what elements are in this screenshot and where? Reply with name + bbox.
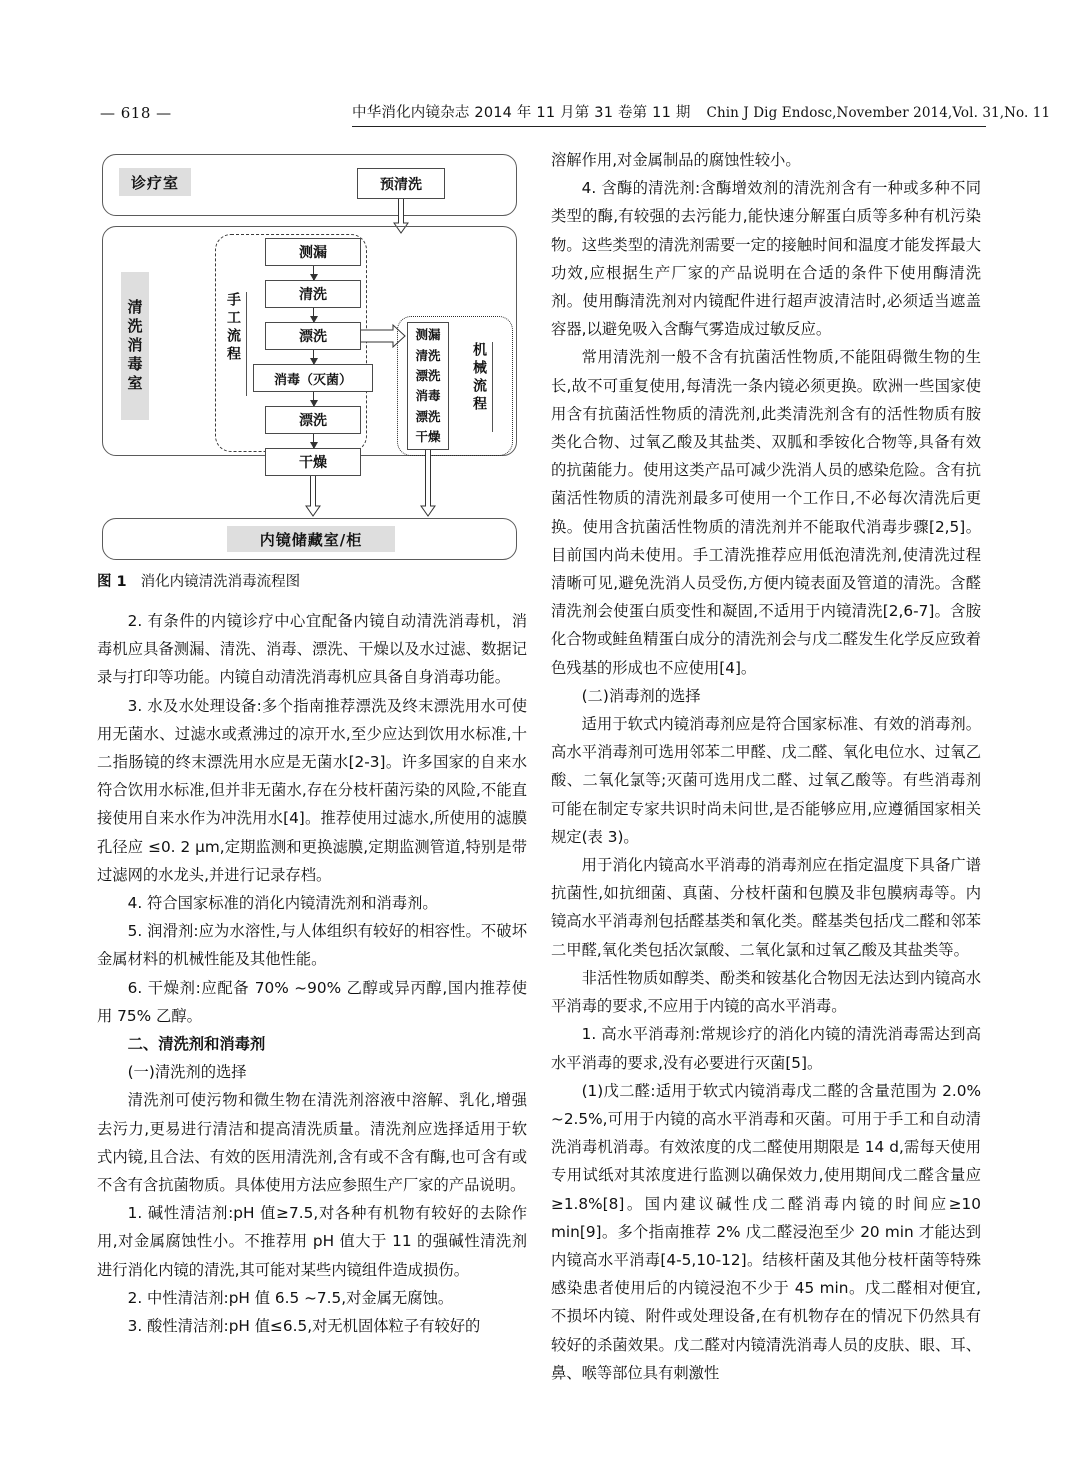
right-column [551,146,981,1387]
right-para-7: 1. 高水平消毒剂:常规诊疗的消化内镜的清洗消毒需达到高水平消毒的要求,没有必要进行灭菌[5]。 [551,1025,981,1072]
process-box-manual-clean: 清洗 [265,280,361,308]
mechanical-step-disinfect: 消毒 [415,388,441,404]
right-para-6: 非活性物质如醇类、酚类和铵基化合物因无法达到内镜高水平消毒的要求,不应用于内镜的高水平消毒。 [551,968,981,1016]
mechanical-steps-list [407,322,449,450]
right-para-4: 适用于软式内镜消毒剂应是符合国家标准、有效的消毒剂。高水平消毒剂可选用邻苯二甲醛、戊二醛、氧化电位水、过氧乙酸、二氧化氯等;灭菌可选用戊二醛、过氧乙酸等。有些消毒剂可能在制定专家共识时尚未问世,是否能够应用,应遵循国家相关规定(表 3)。 [551,715,981,846]
arrow-mechanical-to-storage [420,450,436,518]
mechanical-step-clean: 清洗 [415,347,441,363]
arrow-manual-3 [313,350,314,364]
arrow-manual-to-storage [305,476,321,518]
left-para-3: 4. 符合国家标准的消化内镜清洗剂和消毒剂。 [127,894,438,913]
mechanical-flow-label: 机械流程 [469,342,493,432]
arrow-manual-4 [313,392,314,406]
left-heading-subsection-1: (一)清洗剂的选择 [127,1063,247,1082]
running-head-english: Chin J Dig Endosc,November 2014,Vol. 31,No. 11 [706,105,1051,121]
page-folio: — 618 — [100,104,172,122]
figure-1-caption [97,570,527,591]
arrow-manual-2 [313,308,314,322]
right-para-1: 溶解作用,对金属制品的腐蚀性较小。 [551,151,801,169]
left-para-1: 2. 有条件的内镜诊疗中心宜配备内镜自动清洗消毒机，消毒机应具备测漏、清洗、消毒、漂洗、干燥以及水过滤、数据记录与打印等功能。内镜自动清洗消毒机应具备自身消毒功能。 [97,612,527,687]
right-para-2: 4. 含酶的清洗剂:含酶增效剂的清洗剂含有一种或多种不同类型的酶,有较强的去污能力,能快速分解蛋白质等多种有机污染物。这些类型的清洗剂需要一定的接触时间和温度才能发挥最大功效,应根据生产厂家的产品说明在合适的条件下使用酶清洗剂。使用酶清洗剂对内镜配件进行超声波清洁时,必须适当遮盖容器,以避免吸入含酶气雾造成过敏反应。 [551,179,981,339]
room-storage-label: 内镜储藏室/柜 [227,526,395,552]
arrow-manual-1 [313,266,314,280]
right-para-5: 用于消化内镜高水平消毒的消毒剂应在指定温度下具备广谱抗菌性,如抗细菌、真菌、分枝杆菌和包膜及非包膜病毒等。内镜高水平消毒剂包括醛基类和氧化类。醛基类包括戊二醛和邻苯二甲醛,氧化类包括次氯酸、二氧化氯和过氧乙酸及其盐类等。 [551,856,981,959]
room-reprocessing-label: 清洗消毒室 [121,272,149,420]
page-header [0,100,1080,134]
left-heading-section-2: 二、清洗剂和消毒剂 [127,1035,266,1054]
figure-1-title: 消化内镜清洗消毒流程图 [140,574,301,590]
left-para-7: 1. 碱性清洁剂:pH 值≥7.5,对各种有机物有较好的去除作用,对金属腐蚀性小。不推荐用 pH 值大于 11 的强碱性清洗剂进行消化内镜的清洗,其可能对某些内镜组件造成损伤。 [97,1204,527,1279]
right-para-3: 常用清洗剂一般不含有抗菌活性物质,不能阻碍微生物的生长,故不可重复使用,每清洗一条内镜必须更换。欧洲一些国家使用含有抗菌活性物质的清洗剂,此类清洗剂含有的活性物质有胺类化合物、过氧乙酸及其盐类、双胍和季铵化合物等,具备有效的抗菌能力。使用这类产品可减少洗消人员的感染危险。含有抗菌活性物质的清洗剂最多可使用一个工作日,不必每次清洗后更换。使用含抗菌活性物质的清洗剂并不能取代消毒步骤[2,5]。目前国内尚未使用。手工清洗推荐应用低泡清洗剂,使清洗过程清晰可见,避免洗消人员受伤,方便内镜表面及管道的清洗。含醛清洗剂会使蛋白质变性和凝固,不适用于内镜清洗[2,6-7]。含胺化合物或鲑鱼精蛋白成分的清洗剂会与戊二醛发生化学反应致着色残基的形成也不应使用[4]。 [551,348,981,677]
left-para-6: 清洗剂可使污物和微生物在清洗剂溶液中溶解、乳化,增强去污力,更易进行清洁和提高清洗质量。清洗剂应选择适用于软式内镜,且合法、有效的医用清洗剂,含有或不含有酶,也可含有或不含有含抗菌物质。具体使用方法应参照生产厂家的产品说明。 [97,1091,527,1195]
left-para-9: 3. 酸性清洁剂:pH 值≤6.5,对无机固体粒子有较好的 [127,1317,481,1336]
left-para-4: 5. 润滑剂:应为水溶性,与人体组织有较好的相容性。不破坏金属材料的机械性能及其他性能。 [97,922,527,969]
room-clinic-label: 诊疗室 [119,168,191,196]
left-para-2: 3. 水及水处理设备:多个指南推荐漂洗及终末漂洗用水可使用无菌水、过滤水或煮沸过的凉开水,至少应达到饮用水标准,十二指肠镜的终末漂洗用水应是无菌水[2-3]。许多国家的自来水符合饮用水标准,但并非无菌水,存在分枝杆菌污染的风险,不能直接使用自来水作为冲洗用水[4]。推荐使用过滤水,所使用的滤膜孔径应 ≤0. 2 μm,定期监测和更换滤膜,定期监测管道,特别是带过滤网的水龙头,并进行记录存档。 [97,696,527,884]
figure-1-number: 图 1 [97,574,127,590]
mechanical-step-rinse-2: 漂洗 [415,408,441,424]
mechanical-step-leak-test: 测漏 [415,327,441,343]
process-box-manual-dry: 干燥 [265,448,361,476]
manual-flow-label: 手工流程 [223,292,247,396]
arrow-manual-5 [313,434,314,448]
left-column [97,146,527,1340]
left-para-8: 2. 中性清洁剂:pH 值 6.5 ~7.5,对金属无腐蚀。 [127,1288,454,1307]
running-head [352,103,1051,127]
process-box-manual-rinse-2: 漂洗 [265,406,361,434]
figure-1-flowchart [97,146,527,566]
right-heading-subsection-2: (二)消毒剂的选择 [581,686,701,705]
right-para-8: (1)戊二醛:适用于软式内镜消毒戊二醛的含量范围为 2.0% ~2.5%,可用于内镜的高水平消毒和灭菌。可用于手工和自动清洗消毒机消毒。有效浓度的戊二醛使用期限是 14 d,需每天使用专用试纸对其浓度进行监测以确保效力,使用期间戊二醛含量应≥1.8%[8]。国内建议碱性戊二醛消毒内镜的时间应≥10 min[9]。多个指南推荐 2% 戊二醛浸泡至少 20 min 才能达到内镜高水平消毒[4-5,10-12]。结核杆菌及其他分枝杆菌等特殊感染患者使用后的内镜浸泡不少于 45 min。戊二醛相对便宜,不损坏内镜、附件或处理设备,在有机物存在的情况下仍然具有较好的杀菌效果。戊二醛对内镜清洗消毒人员的皮肤、眼、耳、鼻、喉等部位具有刺激性 [551,1081,981,1382]
mechanical-step-rinse-1: 漂洗 [415,367,441,383]
left-para-5: 6. 干燥剂:应配备 70% ~90% 乙醇或异丙醇,国内推荐使用 75% 乙醇。 [97,978,527,1025]
running-head-chinese: 中华消化内镜杂志 2014 年 11 月第 31 卷第 11 期 [352,105,691,121]
mechanical-step-dry: 干燥 [415,428,441,444]
process-box-manual-rinse-1: 漂洗 [265,322,361,350]
process-box-pre-clean: 预清洗 [357,168,445,199]
process-box-manual-leak-test: 测漏 [265,238,361,266]
process-box-manual-disinfect: 消毒（灭菌） [253,364,373,392]
